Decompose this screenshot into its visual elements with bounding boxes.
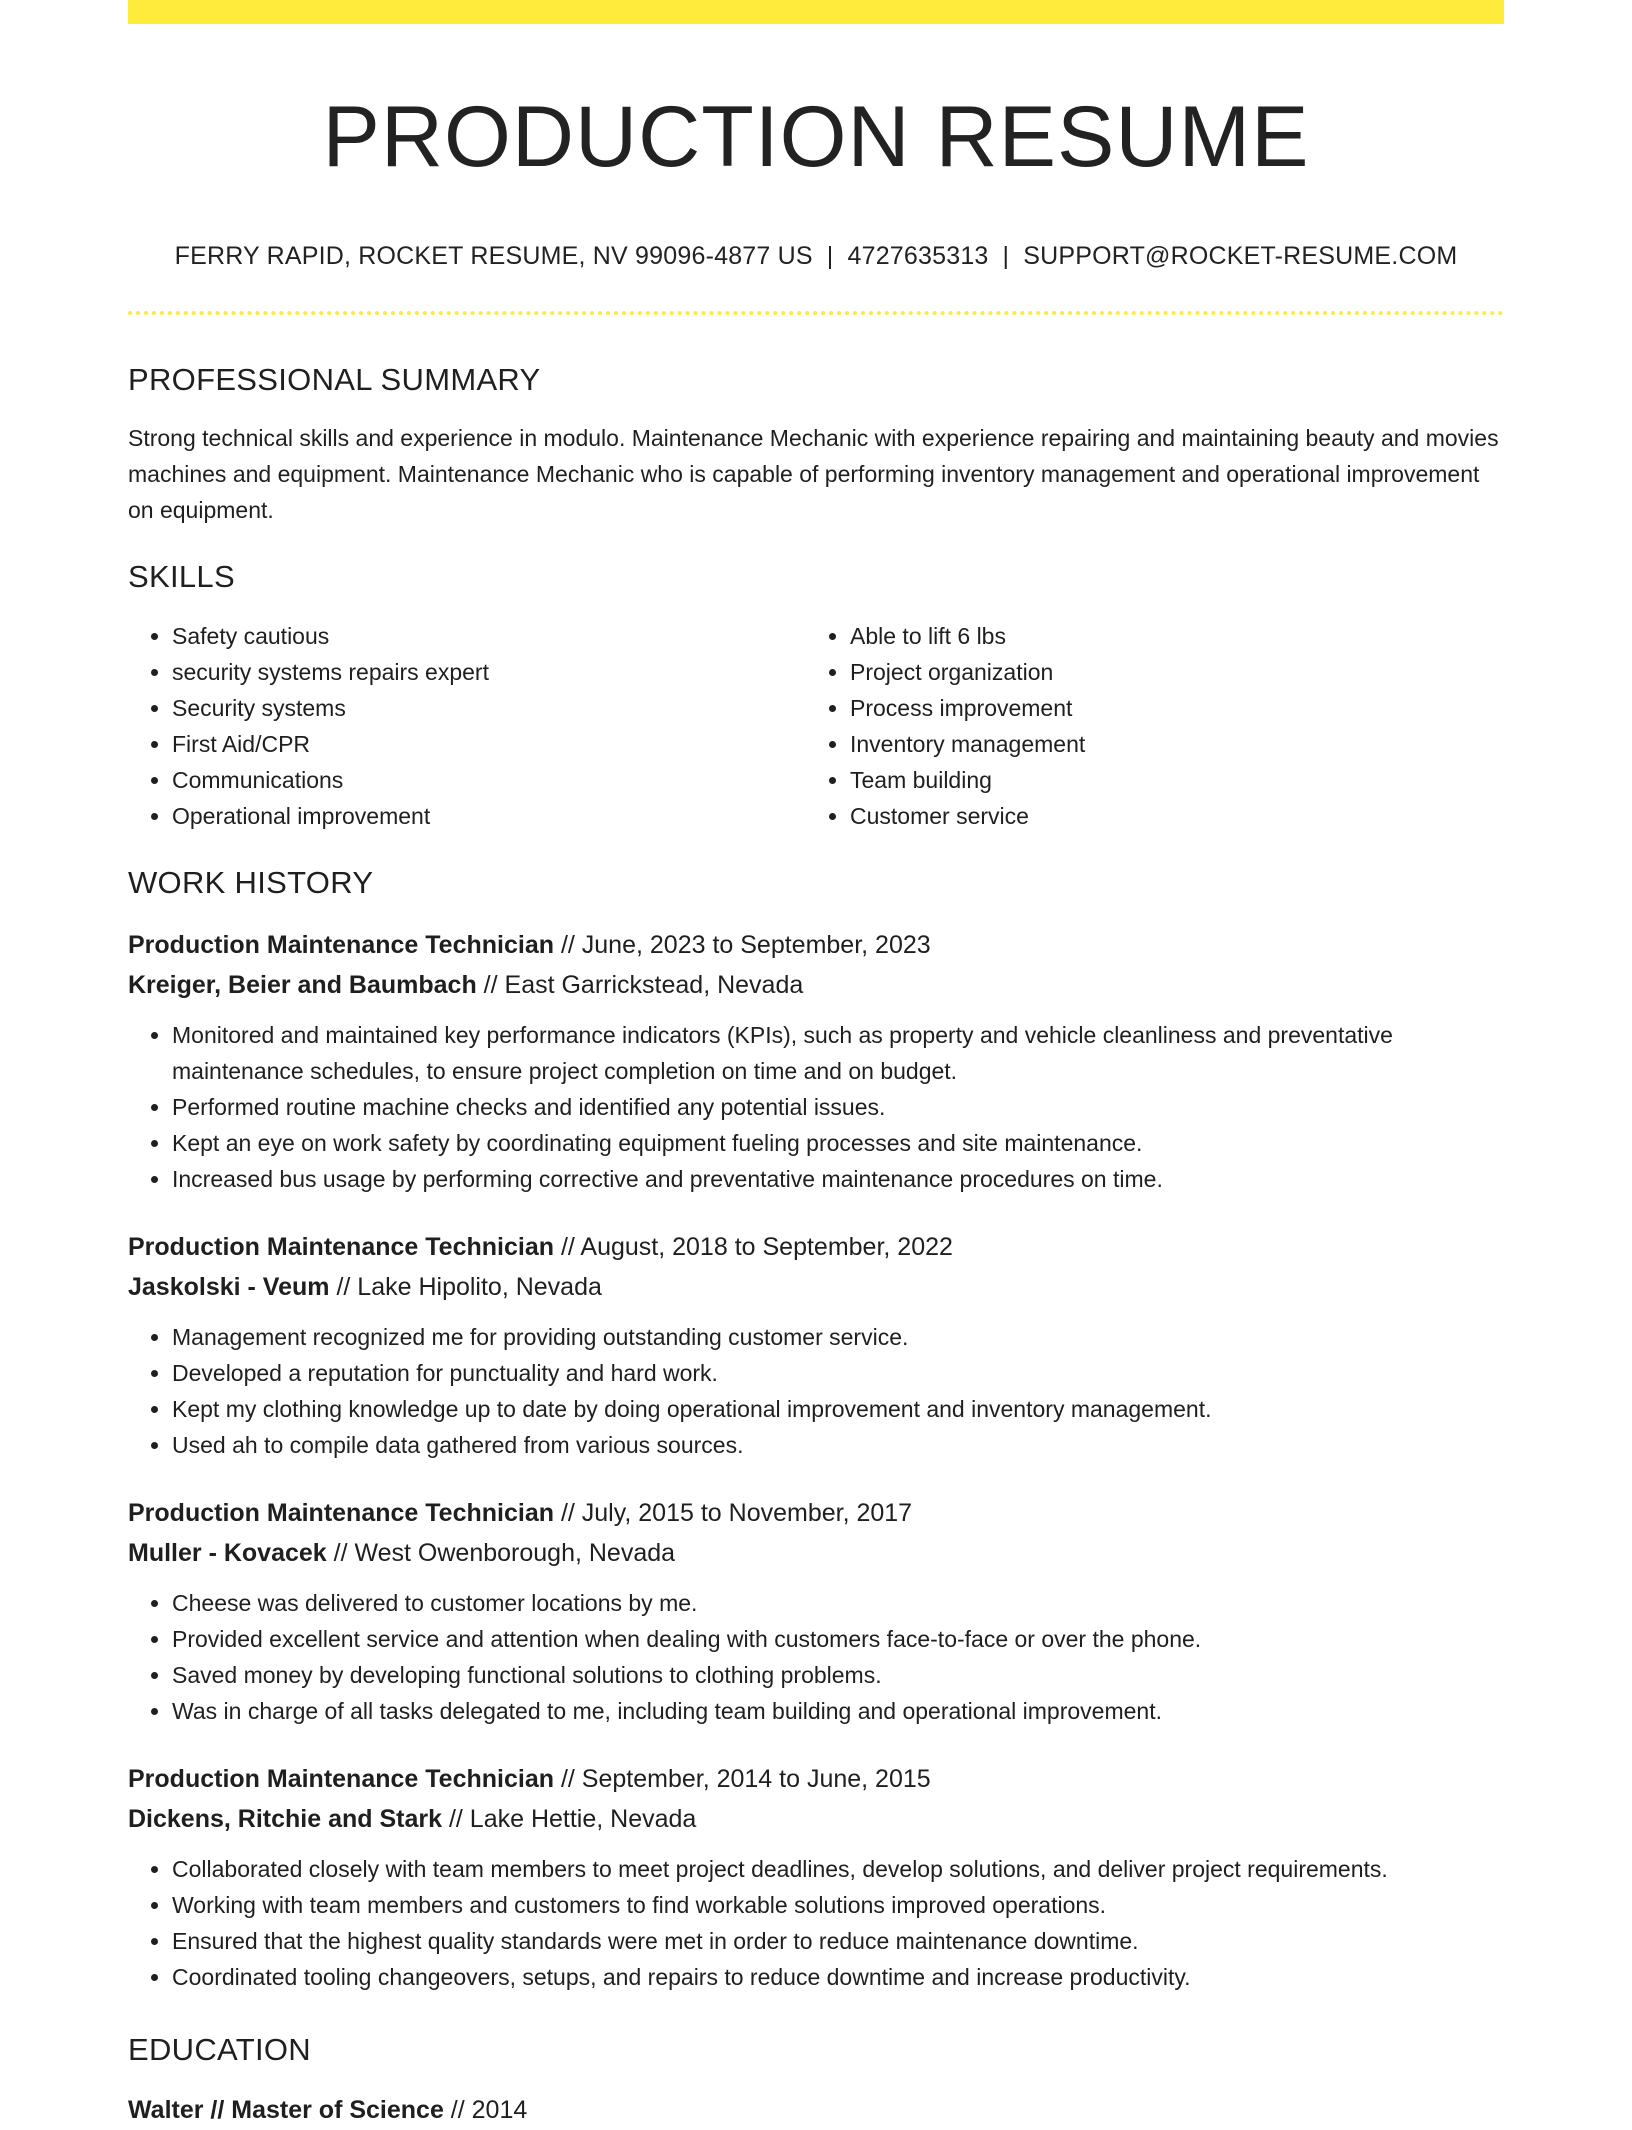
skill-item: • Safety cautious xyxy=(172,618,806,654)
job-bullet: • Kept an eye on work safety by coordinating equipment fueling processes and site maintenance. xyxy=(172,1125,1504,1161)
job-location: // East Garrickstead, Nevada xyxy=(476,970,804,999)
education-year: // 2014 xyxy=(443,2095,528,2124)
job-dates: // July, 2015 to November, 2017 xyxy=(554,1498,913,1527)
job-bullets xyxy=(128,1851,1504,1995)
skill-item: • Project organization xyxy=(850,654,1484,690)
job-company: Jaskolski - Veum xyxy=(128,1272,330,1301)
job-company: Kreiger, Beier and Baumbach xyxy=(128,970,477,999)
job-entry xyxy=(128,1493,1504,1729)
job-bullets xyxy=(128,1585,1504,1729)
job-company: Muller - Kovacek xyxy=(128,1538,327,1567)
job-bullet: • Working with team members and customers to find workable solutions improved operations. xyxy=(172,1887,1504,1923)
job-bullet: • Performed routine machine checks and identified any potential issues. xyxy=(172,1089,1504,1125)
work-history-heading: WORK HISTORY xyxy=(128,864,374,900)
skills-grid xyxy=(128,618,1504,834)
job-bullet: • Saved money by developing functional solutions to clothing problems. xyxy=(172,1657,1504,1693)
job-bullet: • Kept my clothing knowledge up to date by doing operational improvement and inventory management. xyxy=(172,1391,1504,1427)
job-company-line xyxy=(128,1533,1504,1573)
job-bullet: • Coordinated tooling changeovers, setups, and repairs to reduce downtime and increase productivity. xyxy=(172,1959,1504,1995)
skill-item: • Able to lift 6 lbs xyxy=(850,618,1484,654)
job-bullet: • Ensured that the highest quality standards were met in order to reduce maintenance downtime. xyxy=(172,1923,1504,1959)
job-bullet: • Increased bus usage by performing corrective and preventative maintenance procedures on time. xyxy=(172,1161,1504,1197)
job-bullet: • Monitored and maintained key performance indicators (KPIs), such as property and vehicle cleanliness and preventative maintenance schedules, to ensure project completion on time and on budget. xyxy=(172,1017,1504,1089)
job-company-line xyxy=(128,965,1504,1005)
skill-item: • Team building xyxy=(850,762,1484,798)
job-entry xyxy=(128,925,1504,1197)
job-company: Dickens, Ritchie and Stark xyxy=(128,1804,443,1833)
skill-item: • security systems repairs expert xyxy=(172,654,806,690)
summary-text: Strong technical skills and experience in modulo. Maintenance Mechanic with experience repairing and maintaining beauty and movies machines and equipment. Maintenance Mechanic who is capable of performing inventory management and operational improvement on equipment. xyxy=(128,425,1499,524)
skills-list-right xyxy=(806,618,1484,834)
job-entry xyxy=(128,1759,1504,1995)
skills-heading: SKILLS xyxy=(128,559,235,595)
contact-email: SUPPORT@ROCKET-RESUME.COM xyxy=(1023,242,1458,271)
skill-item: • First Aid/CPR xyxy=(172,726,806,762)
contact-separator: | xyxy=(826,242,834,271)
job-role: Production Maintenance Technician xyxy=(128,1232,554,1261)
summary-heading: PROFESSIONAL SUMMARY xyxy=(128,362,541,398)
contact-address: FERRY RAPID, ROCKET RESUME, NV 99096-4877 US xyxy=(174,242,813,271)
job-bullet: • Collaborated closely with team members to meet project deadlines, develop solutions, and deliver project requirements. xyxy=(172,1851,1504,1887)
dotted-divider xyxy=(128,311,1504,315)
job-location: // Lake Hipolito, Nevada xyxy=(329,1272,602,1301)
contact-line xyxy=(128,241,1504,271)
skill-item: • Communications xyxy=(172,762,806,798)
job-bullet: • Used ah to compile data gathered from various sources. xyxy=(172,1427,1504,1463)
job-role: Production Maintenance Technician xyxy=(128,930,554,959)
skill-item: • Process improvement xyxy=(850,690,1484,726)
resume-page xyxy=(128,0,1504,2130)
contact-phone: 4727635313 xyxy=(847,242,989,271)
job-location: // West Owenborough, Nevada xyxy=(326,1538,676,1567)
education-degree: // Master of Science xyxy=(203,2095,444,2124)
job-title-line xyxy=(128,1227,1504,1267)
job-bullet: • Was in charge of all tasks delegated to me, including team building and operational improvement. xyxy=(172,1693,1504,1729)
job-bullet: • Management recognized me for providing outstanding customer service. xyxy=(172,1319,1504,1355)
accent-top-bar xyxy=(128,0,1504,24)
job-entry xyxy=(128,1227,1504,1463)
job-dates: // September, 2014 to June, 2015 xyxy=(554,1764,931,1793)
job-title-line xyxy=(128,1759,1504,1799)
skill-item: • Inventory management xyxy=(850,726,1484,762)
job-location: // Lake Hettie, Nevada xyxy=(442,1804,697,1833)
job-role: Production Maintenance Technician xyxy=(128,1764,554,1793)
skill-item: • Customer service xyxy=(850,798,1484,834)
job-bullet: • Provided excellent service and attention when dealing with customers face-to-face or over the phone. xyxy=(172,1621,1504,1657)
job-company-line xyxy=(128,1267,1504,1307)
skill-item: • Security systems xyxy=(172,690,806,726)
job-company-line xyxy=(128,1799,1504,1839)
page-title: PRODUCTION RESUME xyxy=(322,89,1310,185)
education-entry xyxy=(128,2090,1504,2130)
job-dates: // June, 2023 to September, 2023 xyxy=(554,930,931,959)
job-role: Production Maintenance Technician xyxy=(128,1498,554,1527)
skill-item: • Operational improvement xyxy=(172,798,806,834)
contact-separator: | xyxy=(1002,242,1010,271)
education-school: Walter xyxy=(128,2095,204,2124)
job-title-line xyxy=(128,925,1504,965)
job-bullet: • Developed a reputation for punctuality and hard work. xyxy=(172,1355,1504,1391)
job-bullets xyxy=(128,1017,1504,1197)
job-bullets xyxy=(128,1319,1504,1463)
job-dates: // August, 2018 to September, 2022 xyxy=(554,1232,953,1261)
job-title-line xyxy=(128,1493,1504,1533)
skills-list-left xyxy=(128,618,806,834)
education-heading: EDUCATION xyxy=(128,2031,311,2067)
job-bullet: • Cheese was delivered to customer locations by me. xyxy=(172,1585,1504,1621)
